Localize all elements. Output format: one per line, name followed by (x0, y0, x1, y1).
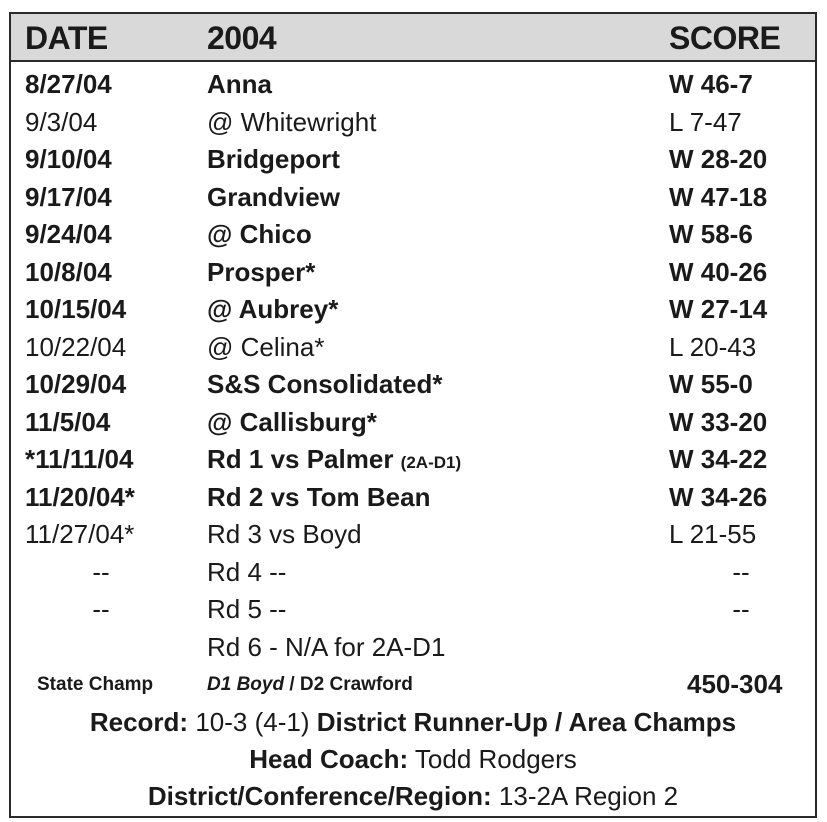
game-date: 11/5/04 (25, 406, 111, 437)
state-champ-d2: D2 Crawford (299, 674, 413, 695)
game-opponent (207, 254, 315, 291)
table-header (11, 14, 815, 62)
state-champ-sep: / (284, 674, 300, 695)
state-champ-value (207, 666, 413, 703)
game-row (11, 441, 815, 478)
game-date: 9/3/04 (25, 106, 98, 137)
game-opponent (207, 441, 461, 481)
game-score: W 34-26 (669, 481, 768, 512)
schedule-table (9, 12, 817, 818)
game-score: W 28-20 (669, 144, 768, 174)
game-date: 9/17/04 (25, 181, 112, 212)
game-score: W 27-14 (669, 294, 768, 324)
game-score: L 7-47 (669, 106, 742, 137)
game-date: 10/15/04 (25, 294, 127, 324)
record-label: Record: (89, 707, 189, 737)
coach-label: Head Coach: (249, 744, 409, 774)
game-opponent-text: Anna (207, 69, 272, 99)
record-tail: District Runner-Up / Area Champs (316, 707, 737, 737)
game-date: 8/27/04 (25, 69, 112, 99)
game-division-note: (2A-D1) (400, 453, 462, 472)
game-row (11, 216, 815, 253)
game-opponent (207, 554, 286, 591)
game-score: L 21-55 (669, 519, 757, 549)
coach-line (11, 741, 815, 778)
game-row (11, 554, 815, 591)
game-opponent (207, 329, 324, 366)
game-score: -- (732, 556, 750, 587)
record-line (11, 704, 815, 741)
game-row (11, 591, 815, 628)
game-date: 9/10/04 (25, 144, 112, 174)
game-date: 10/8/04 (25, 256, 112, 287)
game-score: W 33-20 (669, 406, 768, 437)
game-row (11, 141, 815, 178)
game-opponent-text: S&S Consolidated* (207, 369, 443, 399)
game-opponent-text: Rd 5 -- (207, 594, 287, 624)
game-opponent (207, 141, 340, 178)
date-column-header: DATE (25, 20, 108, 56)
district-value: 13-2A Region 2 (491, 781, 679, 811)
game-opponent-text: Prosper* (207, 256, 316, 287)
year-column-header: 2004 (207, 20, 277, 56)
game-opponent (207, 479, 430, 516)
game-opponent (207, 366, 442, 403)
game-opponent (207, 404, 377, 441)
game-date: 10/29/04 (25, 369, 127, 399)
game-opponent-text: Rd 6 - N/A for 2A-D1 (207, 631, 446, 662)
game-opponent (207, 629, 445, 666)
game-opponent-text: @ Whitewright (207, 106, 377, 137)
state-champ-d1: D1 Boyd (207, 674, 285, 695)
game-score: W 47-18 (669, 181, 768, 212)
game-date: 11/27/04* (25, 519, 135, 549)
game-opponent-text: @ Callisburg* (207, 406, 377, 437)
game-opponent-text: Rd 3 vs Boyd (207, 519, 362, 549)
game-date: 11/20/04* (25, 481, 135, 512)
game-score: W 55-0 (669, 369, 753, 399)
game-row (11, 629, 815, 666)
game-row (11, 479, 815, 516)
game-score: W 58-6 (669, 219, 753, 249)
game-date: -- (92, 594, 110, 624)
game-opponent-text: @ Aubrey* (207, 294, 339, 324)
game-score: W 34-22 (669, 444, 768, 474)
district-label: District/Conference/Region: (147, 781, 492, 811)
game-row (11, 291, 815, 328)
game-opponent-text: Rd 2 vs Tom Bean (207, 481, 431, 512)
game-opponent (207, 179, 340, 216)
game-row (11, 516, 815, 553)
game-date: -- (92, 556, 110, 587)
game-opponent-text: @ Chico (207, 219, 312, 249)
game-row (11, 329, 815, 366)
game-row (11, 104, 815, 141)
game-opponent (207, 104, 376, 141)
game-date: 10/22/04 (25, 331, 127, 362)
game-score: L 20-43 (669, 331, 757, 362)
game-opponent (207, 216, 312, 253)
game-row (11, 66, 815, 103)
game-opponent (207, 66, 272, 103)
game-opponent-text: Grandview (207, 181, 340, 212)
game-row (11, 254, 815, 291)
coach-value: Todd Rodgers (408, 744, 577, 774)
game-row (11, 366, 815, 403)
game-row (11, 179, 815, 216)
game-opponent (207, 291, 338, 328)
game-date: *11/11/04 (25, 444, 134, 474)
points-total: 450-304 (687, 669, 783, 699)
game-opponent-text: @ Celina* (207, 331, 325, 362)
game-score: W 40-26 (669, 256, 768, 287)
game-opponent (207, 516, 362, 553)
game-opponent-text: Rd 4 -- (207, 556, 287, 587)
record-value: 10-3 (4-1) (188, 707, 317, 737)
game-date: 9/24/04 (25, 219, 112, 249)
state-champ-row (11, 666, 815, 703)
game-opponent-text: Rd 1 vs Palmer (207, 444, 394, 474)
district-line (11, 778, 815, 815)
game-opponent-text: Bridgeport (207, 144, 340, 174)
score-column-header: SCORE (669, 20, 781, 56)
game-score: -- (732, 594, 750, 624)
state-champ-label: State Champ (37, 674, 154, 695)
game-opponent (207, 591, 286, 628)
game-row (11, 404, 815, 441)
game-score: W 46-7 (669, 69, 753, 99)
